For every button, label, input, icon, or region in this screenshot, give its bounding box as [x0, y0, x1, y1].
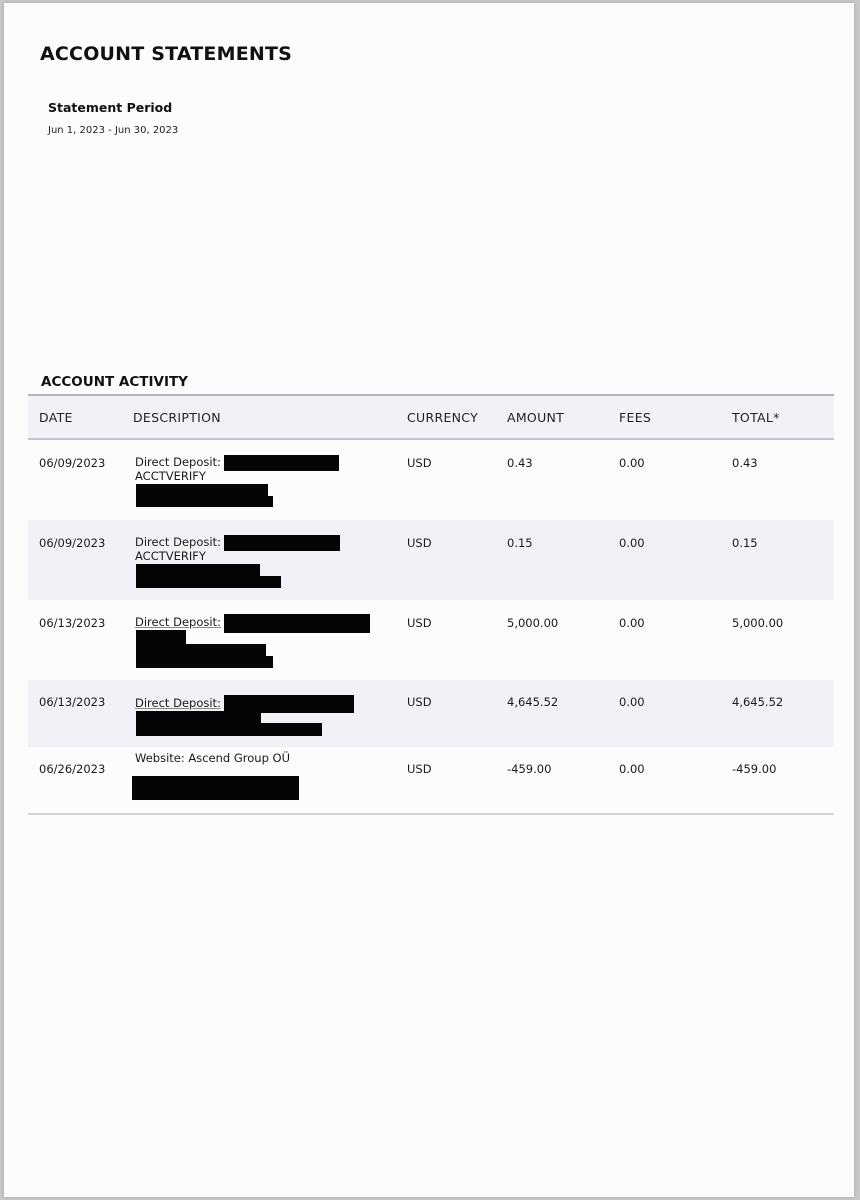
row-currency: USD [407, 536, 432, 550]
row-description-line: ACCTVERIFY [135, 549, 206, 563]
redaction-bar [224, 535, 340, 551]
row-date: 06/13/2023 [39, 616, 106, 630]
row-total: 5,000.00 [732, 616, 784, 630]
row-fees: 0.00 [619, 616, 645, 630]
table-row [28, 520, 834, 600]
row-description-line: Direct Deposit: [135, 535, 221, 549]
redaction-bar [224, 455, 339, 471]
row-currency: USD [407, 616, 432, 630]
row-amount: 5,000.00 [507, 616, 559, 630]
statement-page [4, 3, 854, 1197]
page-title: ACCOUNT STATEMENTS [40, 43, 293, 65]
account-activity-table [28, 394, 834, 815]
column-header-fees: FEES [619, 410, 652, 425]
column-header-description: DESCRIPTION [133, 410, 221, 425]
row-description-line: Direct Deposit: [135, 615, 221, 629]
row-currency: USD [407, 456, 432, 470]
statement-period-label: Statement Period [48, 100, 173, 115]
row-amount: 0.15 [507, 536, 533, 550]
row-date: 06/26/2023 [39, 762, 106, 776]
row-date: 06/09/2023 [39, 536, 106, 550]
column-header-currency: CURRENCY [407, 410, 479, 425]
column-header-amount: AMOUNT [507, 410, 565, 425]
table-row [28, 680, 834, 747]
row-amount: 4,645.52 [507, 695, 559, 709]
row-total: 0.15 [732, 536, 758, 550]
row-currency: USD [407, 695, 432, 709]
row-description-line: ACCTVERIFY [135, 469, 206, 483]
table-row [28, 600, 834, 680]
redaction-bar [136, 656, 273, 668]
column-header-date: DATE [39, 410, 73, 425]
row-description-line: Direct Deposit: [135, 455, 221, 469]
redaction-bar [224, 614, 370, 633]
row-description-line: Direct Deposit: [135, 696, 221, 710]
row-amount: 0.43 [507, 456, 533, 470]
redaction-bar [136, 576, 281, 588]
row-currency: USD [407, 762, 432, 776]
row-total: 0.43 [732, 456, 758, 470]
redaction-bar [136, 496, 273, 507]
statement-period-value: Jun 1, 2023 - Jun 30, 2023 [48, 125, 179, 136]
column-header-total: TOTAL* [732, 410, 780, 425]
table-header [28, 396, 834, 440]
row-date: 06/13/2023 [39, 695, 106, 709]
row-fees: 0.00 [619, 536, 645, 550]
row-fees: 0.00 [619, 695, 645, 709]
redaction-bar [136, 723, 322, 736]
row-date: 06/09/2023 [39, 456, 106, 470]
row-fees: 0.00 [619, 456, 645, 470]
row-amount: -459.00 [507, 762, 552, 776]
row-fees: 0.00 [619, 762, 645, 776]
row-total: 4,645.52 [732, 695, 784, 709]
row-total: -459.00 [732, 762, 777, 776]
redaction-bar [132, 776, 299, 800]
table-row [28, 747, 834, 813]
table-row [28, 440, 834, 520]
row-description-line: Website: Ascend Group OÜ [135, 751, 291, 765]
account-activity-title: ACCOUNT ACTIVITY [41, 374, 188, 390]
